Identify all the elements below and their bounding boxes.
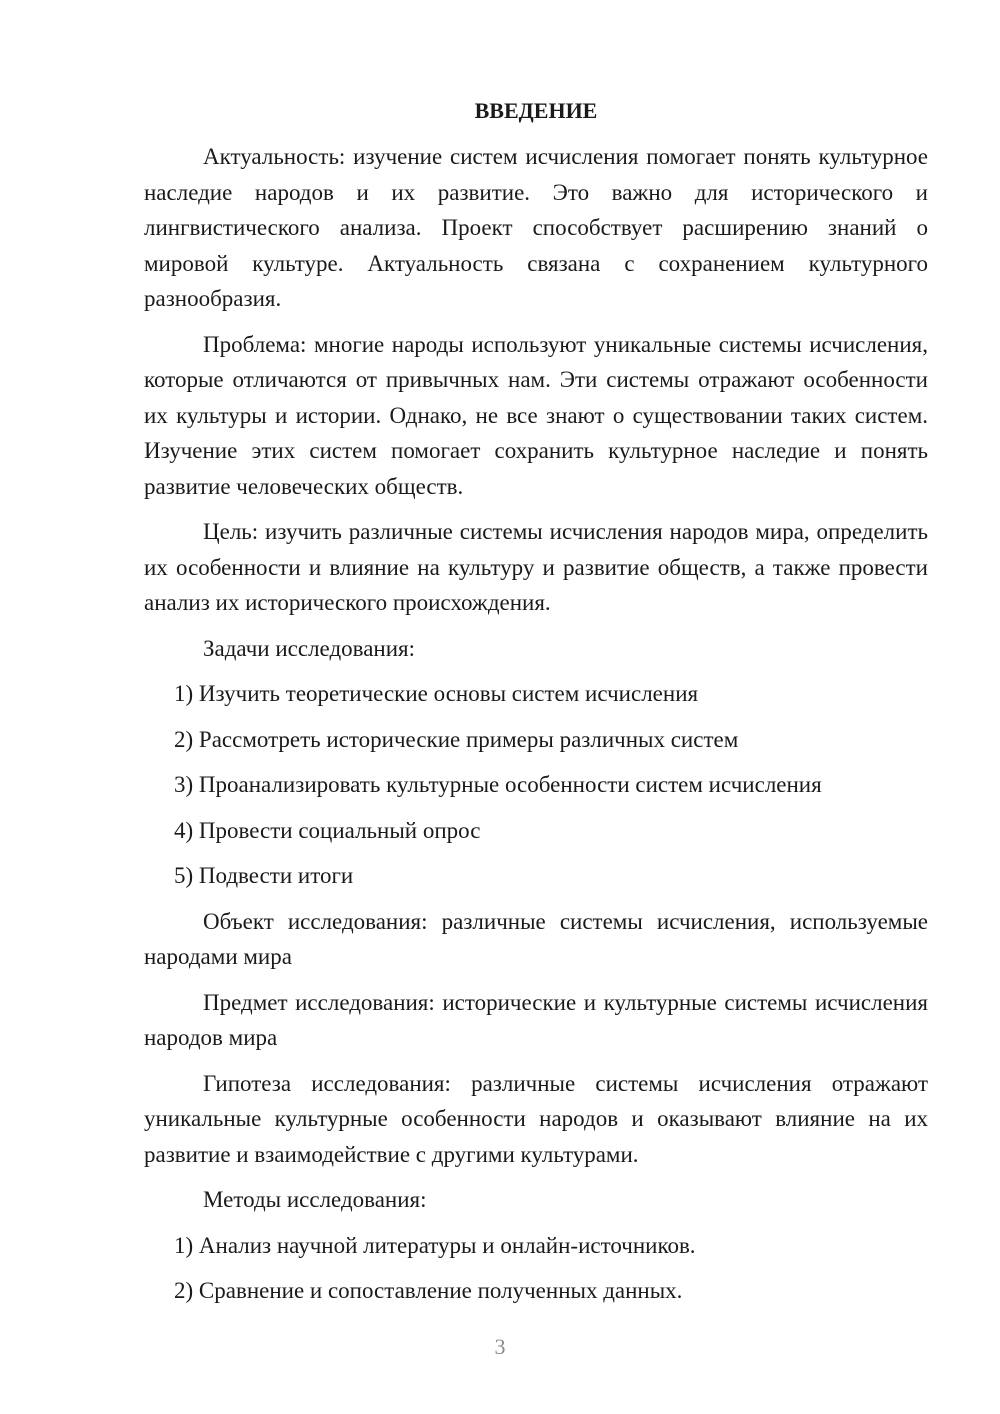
problem-paragraph: Проблема: многие народы используют уникальные системы исчисления, которые отличаются от привычных нам. Эти системы отражают особенности их культуры и истории. Однако, не все знают о существовании таких систем. Изучение этих систем помогает сохранить культурное наследие и понять развитие человеческих обществ. <box>144 331 928 499</box>
methods-heading: Методы исследования: <box>203 1187 427 1212</box>
task-item: 4) Провести социальный опрос <box>174 817 481 843</box>
goal-paragraph: Цель: изучить различные системы исчисления народов мира, определить их особенности и влияние на культуру и развитие обществ, а также провести анализ их исторического происхождения. <box>144 519 928 615</box>
relevance-paragraph: Актуальность: изучение систем исчисления помогает понять культурное наследие народов и их развитие. Это важно для исторического и лингвистического анализа. Проект способствует расширению знаний о мировой культуре. Актуальность связана с сохранением культурного разнообразия. <box>144 144 928 311</box>
page-title: ВВЕДЕНИЕ <box>474 98 598 123</box>
task-item: 1) Изучить теоретические основы систем исчисления <box>174 681 699 706</box>
object-paragraph: Объект исследования: различные системы исчисления, используемые народами мира <box>144 908 928 969</box>
task-item: 2) Рассмотреть исторические примеры различных систем <box>174 726 739 752</box>
task-item: 5) Подвести итоги <box>174 863 354 888</box>
page-number: 3 <box>494 1334 506 1359</box>
method-item: 1) Анализ научной литературы и онлайн-источников. <box>174 1232 696 1258</box>
tasks-heading: Задачи исследования: <box>203 635 416 661</box>
task-item: 3) Проанализировать культурные особенности систем исчисления <box>174 772 822 797</box>
method-item: 2) Сравнение и сопоставление полученных данных. <box>174 1278 683 1303</box>
document-page <box>144 96 928 1319</box>
subject-paragraph: Предмет исследования: исторические и культурные системы исчисления народов мира <box>144 989 928 1050</box>
hypothesis-paragraph: Гипотеза исследования: различные системы исчисления отражают уникальные культурные особенности народов и оказывают влияние на их развитие и взаимодействие с другими культурами. <box>144 1070 928 1167</box>
